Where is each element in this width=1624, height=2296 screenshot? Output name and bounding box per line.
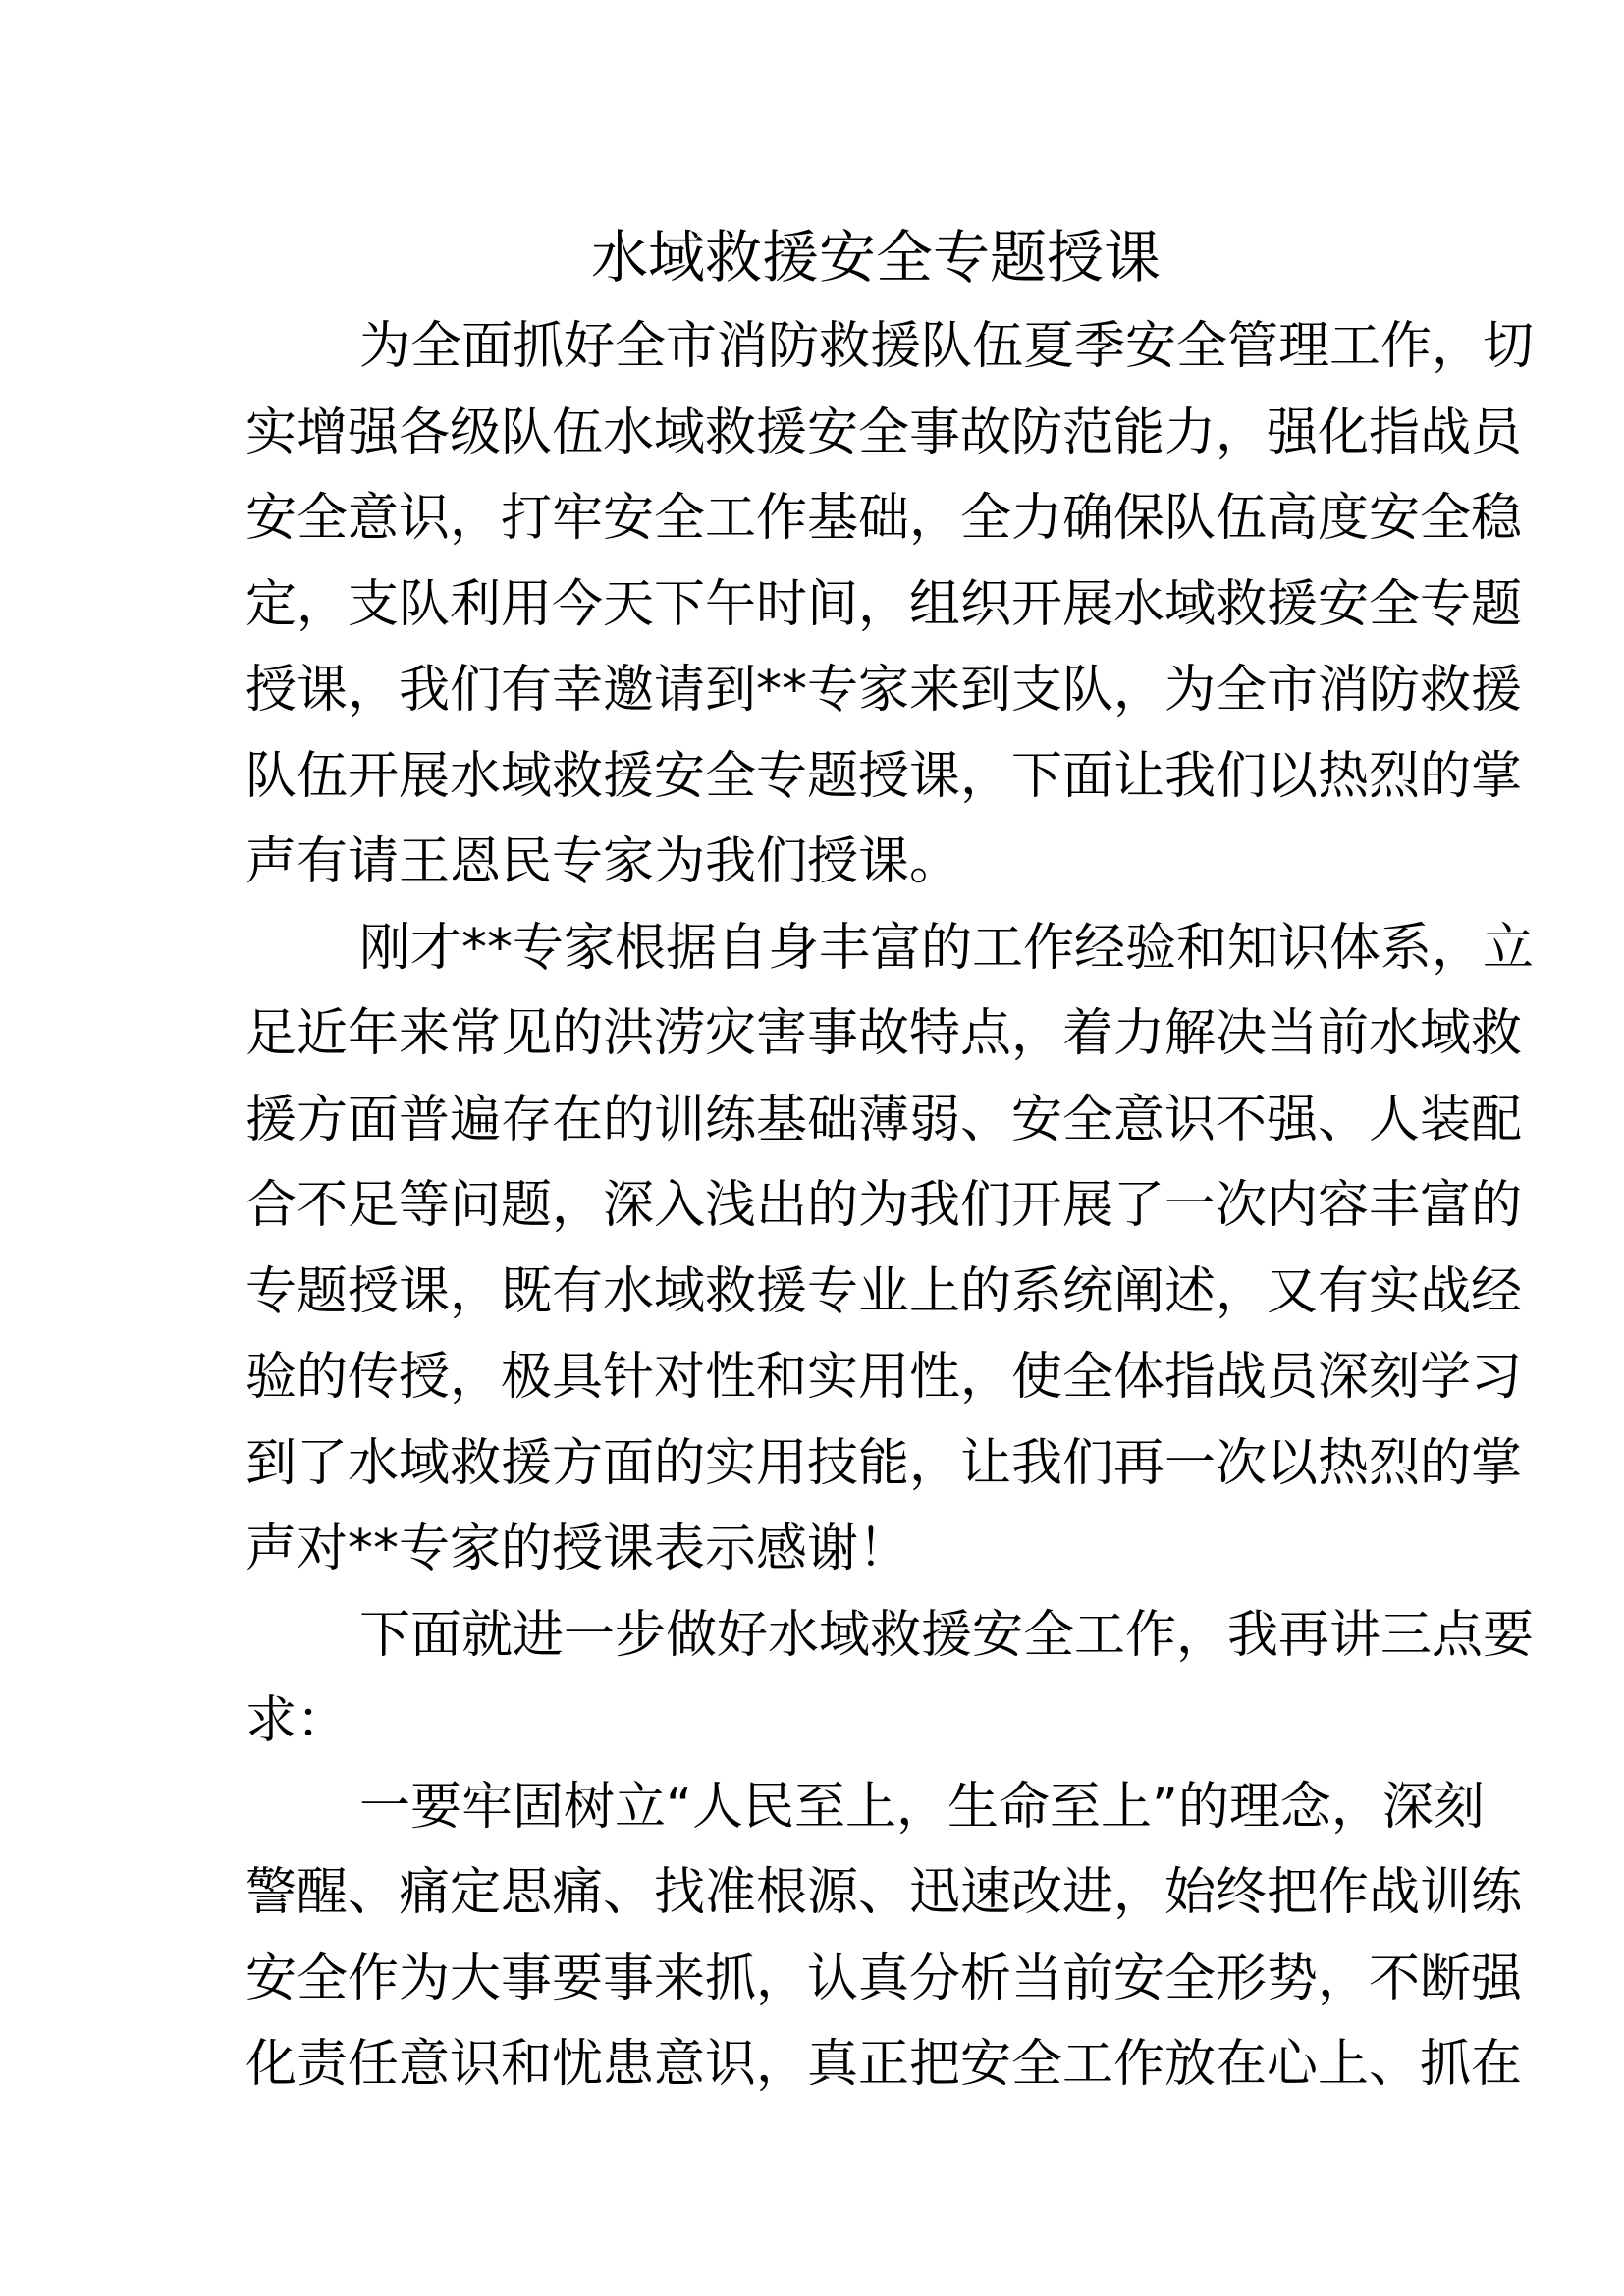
- text-line: 求：: [245, 1691, 349, 1750]
- text-line: 下面就进一步做好水域救援安全工作，我再讲三点要: [359, 1605, 1535, 1665]
- document-body: [245, 304, 1535, 2109]
- text-line: 到了水域救援方面的实用技能，让我们再一次以热烈的掌: [245, 1433, 1523, 1493]
- paragraph-thanks: [245, 906, 1535, 1593]
- text-line: 安全意识，打牢安全工作基础，全力确保队伍高度安全稳: [245, 489, 1523, 548]
- text-line: 为全面抓好全市消防救援队伍夏季安全管理工作，切: [359, 317, 1535, 376]
- text-line: 定，支队利用今天下午时间，组织开展水域救援安全专题: [245, 574, 1523, 634]
- text-line: 授课，我们有幸邀请到**专家来到支队，为全市消防救援: [245, 661, 1523, 720]
- text-line: 验的传授，极具针对性和实用性，使全体指战员深刻学习: [245, 1348, 1523, 1407]
- text-line: 足近年来常见的洪涝灾害事故特点，着力解决当前水域救: [245, 1004, 1523, 1063]
- text-line: 实增强各级队伍水域救援安全事故防范能力，强化指战员: [245, 402, 1523, 462]
- paragraph-requirement-one: [245, 1765, 1523, 2109]
- text-line: 声对**专家的授课表示感谢！: [245, 1520, 910, 1578]
- text-line: 声有请王恩民专家为我们授课。: [245, 832, 961, 891]
- paragraph-requirements-intro: [245, 1593, 1535, 1765]
- text-line: 专题授课，既有水域救援专业上的系统阐述，又有实战经: [245, 1261, 1523, 1321]
- text-line: 队伍开展水域救援安全专题授课，下面让我们以热烈的掌: [245, 746, 1523, 806]
- document-title: 水域救援安全专题授课: [590, 224, 1161, 291]
- text-line: 化责任意识和忧患意识，真正把安全工作放在心上、抓在: [245, 2035, 1523, 2094]
- paragraph-intro: [245, 304, 1535, 906]
- text-line: 警醒、痛定思痛、找准根源、迅速改进，始终把作战训练: [245, 1863, 1523, 1922]
- text-line: 刚才**专家根据自身丰富的工作经验和知识体系，立: [359, 918, 1535, 978]
- text-line: 安全作为大事要事来抓，认真分析当前安全形势，不断强: [245, 1949, 1523, 2008]
- text-line: 一要牢固树立“人民至上，生命至上”的理念，深刻: [359, 1777, 1485, 1837]
- text-line: 援方面普遍存在的训练基础薄弱、安全意识不强、人装配: [245, 1090, 1523, 1149]
- text-line: 合不足等问题，深入浅出的为我们开展了一次内容丰富的: [245, 1176, 1523, 1235]
